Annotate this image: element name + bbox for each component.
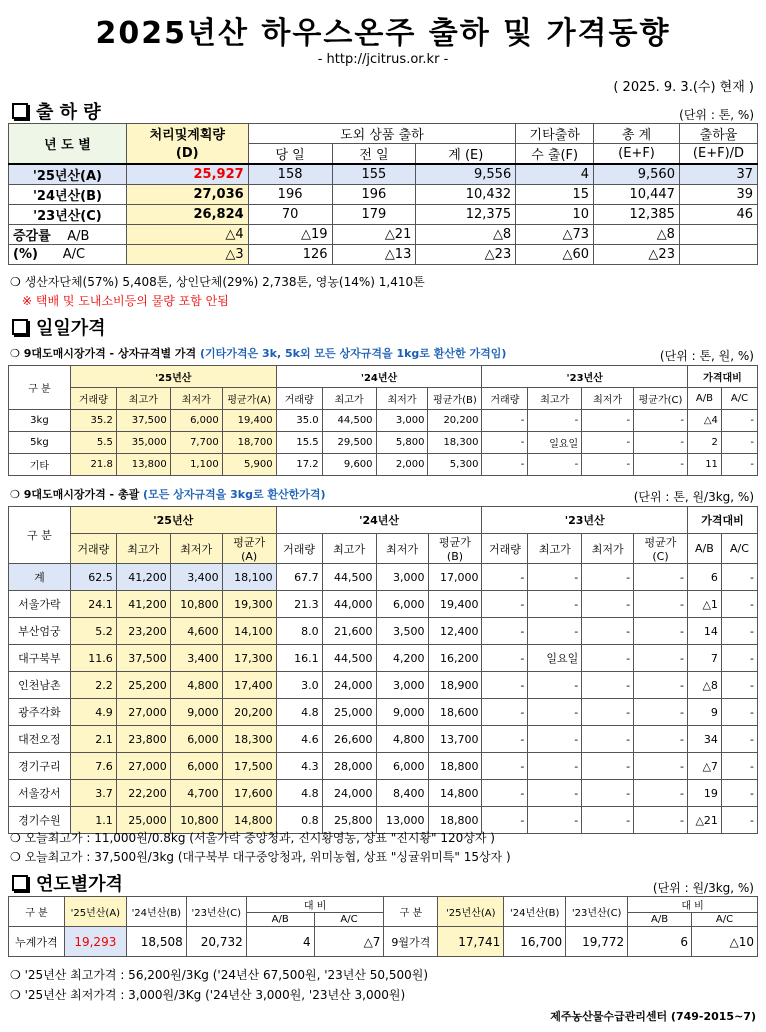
table-row: [9, 645, 758, 672]
cell-min25: 7,700: [170, 432, 222, 454]
cell-avg25: 14,100: [222, 618, 276, 645]
cell-ab: 19: [687, 780, 721, 807]
section-shipment-title: [12, 98, 101, 124]
cell-min23: -: [582, 672, 634, 699]
cell-avg23: -: [634, 618, 688, 645]
cell-ab: 2: [687, 432, 721, 454]
cell-v24: 8.0: [276, 618, 322, 645]
cell-avg23: -: [634, 432, 688, 454]
cell-v23: -: [482, 410, 528, 432]
cell-ac: -: [721, 780, 757, 807]
box-size-price-table: 구 분 '25년산 '24년산 '23년산 가격대비 거래량 최고가 최저가 평균가(A) 거래량 최고가 최저가 평균가(B) 거래량 최고가 최저가 평균가(C) A/B A/C 3kg 35.2 37,500 6,000 19,400 35.0 44,500 3,000 20,200 - - - - △4 - 5kg 5.5 35,000 7,700 18,700 15.5 29,500 5,800 18,300 - 일요일 - - 2 - 기타 21.8 13,800 1,100 5,900 17.2 9,600 2,000 5,300 - - - - 11 -: [8, 365, 758, 476]
cell-min24: 2,000: [376, 454, 428, 476]
cell-v24: 4.6: [276, 726, 322, 753]
cell-v23: -: [482, 591, 528, 618]
cell-avg24: 12,400: [428, 618, 482, 645]
cell-avg25: 20,200: [222, 699, 276, 726]
cell-avg24: 18,300: [428, 432, 482, 454]
header-prev: 전 일: [332, 144, 416, 165]
cell-min24: 3,500: [376, 618, 428, 645]
cell-ab: 11: [687, 454, 721, 476]
cell-ab: 7: [687, 645, 721, 672]
cell-avg25: 17,400: [222, 672, 276, 699]
cell-min23: -: [582, 726, 634, 753]
cell-avg25: 18,100: [222, 564, 276, 591]
cell-ac: -: [721, 591, 757, 618]
header-total: 총 계: [594, 124, 680, 144]
cell-avg24: 13,700: [428, 726, 482, 753]
cell-min24: 8,400: [376, 780, 428, 807]
cell-max24: 28,000: [322, 753, 376, 780]
cell-max24: 26,600: [322, 726, 376, 753]
row-label: 경기구리: [9, 753, 71, 780]
row-label: 부산엄궁: [9, 618, 71, 645]
cell-v24: 4.8: [276, 699, 322, 726]
cell-ac: -: [721, 618, 757, 645]
cell-min23: -: [582, 753, 634, 780]
cell-avg25: 19,300: [222, 591, 276, 618]
table-row: '24년산(B) 27,036 196 196 10,432 15 10,447 39: [9, 185, 758, 205]
cell-ab: △21: [687, 807, 721, 834]
cell-avg23: -: [634, 726, 688, 753]
cell-max24: 21,600: [322, 618, 376, 645]
cell-min25: 10,800: [170, 807, 222, 834]
header-outside: 도외 상품 출하: [248, 124, 516, 144]
cell-avg24: 14,800: [428, 780, 482, 807]
yearly-price-table: 구 분 '25년산(A) '24년산(B) '23년산(C) 대 비 구 분 '25년산(A) '24년산(B) '23년산(C) 대 비 A/B A/C A/B A/C 누계가격 19,293 18,508 20,732 4 △7 9월가격 17,741 16,700 19,772 6 △10: [8, 896, 758, 957]
cell-min25: 3,400: [170, 645, 222, 672]
cell-max24: 44,000: [322, 591, 376, 618]
cell-v23: -: [482, 454, 528, 476]
cell-max24: 29,500: [322, 432, 376, 454]
cell-min24: 6,000: [376, 753, 428, 780]
cell-max23: -: [528, 618, 582, 645]
cell-avg23: -: [634, 454, 688, 476]
website-url[interactable]: - http://jcitrus.or.kr -: [317, 52, 449, 67]
cell-v23: -: [482, 564, 528, 591]
cell-v24: 21.3: [276, 591, 322, 618]
cell-v23: -: [482, 753, 528, 780]
cell-v24: 16.1: [276, 645, 322, 672]
cell-min23: -: [582, 432, 634, 454]
cell-avg23: -: [634, 753, 688, 780]
cell-max25: 25,000: [116, 807, 170, 834]
cell-min25: 4,800: [170, 672, 222, 699]
shipment-note: ❍ 생산자단체(57%) 5,408톤, 상인단체(29%) 2,738톤, 영농(14%) 1,410톤: [10, 275, 425, 289]
cell-avg23: -: [634, 807, 688, 834]
cell-min25: 6,000: [170, 726, 222, 753]
cell-min25: 3,400: [170, 564, 222, 591]
cell-min23: -: [582, 454, 634, 476]
cell-min24: 6,000: [376, 591, 428, 618]
header-rate: 출하율: [679, 124, 757, 144]
cell-max24: 44,500: [322, 564, 376, 591]
cell-max25: 23,200: [116, 618, 170, 645]
cell-avg24: 17,000: [428, 564, 482, 591]
cell-max24: 44,500: [322, 410, 376, 432]
cell-min23: -: [582, 591, 634, 618]
section-daily-title: [12, 314, 106, 340]
cell-ab: 9: [687, 699, 721, 726]
row-label: 대구북부: [9, 645, 71, 672]
row-label: 3kg: [9, 410, 71, 432]
cell-max24: 25,800: [322, 807, 376, 834]
cell-ac: -: [721, 672, 757, 699]
cell-max24: 44,500: [322, 645, 376, 672]
cell-max23: -: [528, 807, 582, 834]
header-plan: 처리및계획량: [126, 124, 248, 144]
cell-v25: 5.2: [70, 618, 116, 645]
cell-avg25: 18,300: [222, 726, 276, 753]
cell-v25: 4.9: [70, 699, 116, 726]
header-sum: 계 (E): [416, 144, 516, 165]
yearly-unit: (단위 : 원/3kg, %): [652, 881, 754, 895]
section-label: 연도별가격: [36, 874, 123, 895]
table-row: [9, 618, 758, 645]
cell-v23: -: [482, 807, 528, 834]
cell-avg24: 19,400: [428, 591, 482, 618]
cell-ac: -: [721, 645, 757, 672]
cell-avg25: 5,900: [222, 454, 276, 476]
cell-min23: -: [582, 699, 634, 726]
cell-min24: 3,000: [376, 410, 428, 432]
cell-max23: -: [528, 753, 582, 780]
cell-ac: -: [721, 753, 757, 780]
cell-v23: -: [482, 780, 528, 807]
cell-v24: 0.8: [276, 807, 322, 834]
cell-max23: -: [528, 672, 582, 699]
cell-min25: 6,000: [170, 753, 222, 780]
table-row: [9, 726, 758, 753]
cell-min25: 4,600: [170, 618, 222, 645]
cell-max25: 13,800: [116, 454, 170, 476]
cell-ab: 34: [687, 726, 721, 753]
cell-ab: △7: [687, 753, 721, 780]
cell-min25: 1,100: [170, 454, 222, 476]
daily-subtitle-2: ❍ 9대도매시장가격 - 총괄 (모든 상자규격을 3kg로 환산한가격): [10, 488, 326, 501]
cell-avg24: 20,200: [428, 410, 482, 432]
cell-max25: 35,000: [116, 432, 170, 454]
cell-avg24: 5,300: [428, 454, 482, 476]
daily-note-1: ❍ 오늘최고가 : 11,000원/0.8kg (서울가락 중앙청과, 진시황영농, 상표 "진시황" 120상자 ): [10, 831, 495, 845]
cell-max25: 27,000: [116, 753, 170, 780]
header-rate-sub: (E+F)/D: [679, 144, 757, 165]
cell-avg23: -: [634, 672, 688, 699]
cell-avg24: 18,900: [428, 672, 482, 699]
header-other: 기타출하: [516, 124, 594, 144]
table-row: 증감률 A/B △4 △19 △21 △8 △73 △8: [9, 225, 758, 245]
cell-min24: 3,000: [376, 672, 428, 699]
row-label: 서울강서: [9, 780, 71, 807]
daily-note-2: ❍ 오늘최고가 : 37,500원/3kg (대구북부 대구중앙청과, 위미농협, 상표 "싱귤위미특" 15상자 ): [10, 850, 511, 864]
shipment-disclaimer: ※ 택배 및 도내소비등의 물량 포함 안됨: [22, 294, 229, 308]
footer-contact: 제주농산물수급관리센터 (749-2015~7): [550, 1010, 756, 1023]
cell-v23: -: [482, 432, 528, 454]
cell-avg25: 19,400: [222, 410, 276, 432]
checkbox-square-icon: [12, 319, 28, 335]
cell-ab: △4: [687, 410, 721, 432]
cell-avg24: 16,200: [428, 645, 482, 672]
cell-avg25: 17,500: [222, 753, 276, 780]
report-date: ( 2025. 9. 3.(수) 현재 ): [613, 80, 754, 95]
cell-v23: -: [482, 672, 528, 699]
cell-v25: 21.8: [70, 454, 116, 476]
table-row: [9, 780, 758, 807]
cell-min25: 9,000: [170, 699, 222, 726]
cell-v25: 2.2: [70, 672, 116, 699]
page-title: 2025년산 하우스온주 출하 및 가격동향: [95, 16, 671, 51]
table-row: [9, 699, 758, 726]
cell-max25: 37,500: [116, 410, 170, 432]
cell-min23: -: [582, 807, 634, 834]
cell-v25: 5.5: [70, 432, 116, 454]
cell-max24: 24,000: [322, 780, 376, 807]
row-label: 대전오정: [9, 726, 71, 753]
section-label: 일일가격: [36, 318, 106, 339]
cell-max23: -: [528, 564, 582, 591]
header-total-sub: (E+F): [594, 144, 680, 165]
row-label: 5kg: [9, 432, 71, 454]
cell-max24: 9,600: [322, 454, 376, 476]
cell-max25: 41,200: [116, 564, 170, 591]
section-yearly-title: [12, 870, 123, 896]
yearly-note-2: ❍ '25년산 최저가격 : 3,000원/3Kg ('24년산 3,000원, '23년산 3,000원): [10, 988, 406, 1002]
checkbox-square-icon: [12, 875, 28, 891]
cell-avg25: 18,700: [222, 432, 276, 454]
cell-ac: -: [721, 807, 757, 834]
cell-min25: 6,000: [170, 410, 222, 432]
cell-min23: -: [582, 780, 634, 807]
cell-v24: 35.0: [276, 410, 322, 432]
cell-v24: 15.5: [276, 432, 322, 454]
header-gubun: 구 분: [9, 366, 71, 410]
cell-max23: -: [528, 591, 582, 618]
cell-avg25: 17,600: [222, 780, 276, 807]
cell-v25: 11.6: [70, 645, 116, 672]
row-label: 계: [9, 564, 71, 591]
cell-ac: -: [721, 726, 757, 753]
cell-min23: -: [582, 645, 634, 672]
cell-max25: 23,800: [116, 726, 170, 753]
header-export: 수 출(F): [516, 144, 594, 165]
cell-v24: 67.7: [276, 564, 322, 591]
cell-max25: 27,000: [116, 699, 170, 726]
cell-avg24: 18,600: [428, 699, 482, 726]
cell-ab: 14: [687, 618, 721, 645]
cell-v24: 4.8: [276, 780, 322, 807]
cell-max25: 37,500: [116, 645, 170, 672]
cell-avg23: -: [634, 780, 688, 807]
table-row: [9, 454, 758, 476]
checkbox-square-icon: [12, 103, 28, 119]
cell-ac: -: [721, 699, 757, 726]
cell-min25: 4,700: [170, 780, 222, 807]
cell-max23: 일요일: [528, 432, 582, 454]
cell-max23: -: [528, 699, 582, 726]
cell-ab: △8: [687, 672, 721, 699]
cell-max23: -: [528, 454, 582, 476]
row-label: 광주각화: [9, 699, 71, 726]
cell-v24: 4.3: [276, 753, 322, 780]
cell-max24: 24,000: [322, 672, 376, 699]
market-summary-table: 구 분 '25년산 '24년산 '23년산 가격대비 거래량 최고가 최저가 평균가(A) 거래량 최고가 최저가 평균가(B) 거래량 최고가 최저가 평균가(C) A/B A/C 계 62.5 41,200 3,400 18,100 67.7 44,500 3,000 17,000 - - - - 6 - 서울가락 24.1 41,200 10,800 19,300 21.3 44,000 6,000 19,400 - - - - △1 - 부산엄궁 5.2 23,200 4,600 14,100 8.0 21,600 3,500 12,400 - - - - 14 - 대구북부 11.6 37,500 3,400 17,300 16.1 44,500 4,200 16,200 - 일요일 - - 7 - 인천남촌 2.2 25,200 4,800 17,400 3.0 24,000 3,000 18,900 - - - - △8 - 광주각화 4.9 27,000 9,000 20,200 4.8 25,000 9,000 18,600 - - - - 9 - 대전오정 2.1 23,800 6,000 18,300 4.6 26,600 4,800 13,700 - - - - 34 - 경기구리 7.6 27,000 6,000 17,500 4.3 28,000 6,000 18,800 - - - - △7 - 서울강서 3.7 22,200 4,700 17,600 4.8 24,000 8,400 14,800 - - - - 19 - 경기수원 1.1 25,000 10,800 14,800 0.8 25,800 13,000 18,800 - - - - △21 -: [8, 506, 758, 834]
cell-max24: 25,000: [322, 699, 376, 726]
cell-v23: -: [482, 645, 528, 672]
cell-avg23: -: [634, 564, 688, 591]
cell-v23: -: [482, 726, 528, 753]
row-label: 인천남촌: [9, 672, 71, 699]
cell-min23: -: [582, 564, 634, 591]
shipment-table: [8, 123, 758, 265]
cell-avg24: 18,800: [428, 753, 482, 780]
cell-min23: -: [582, 618, 634, 645]
cell-max23: -: [528, 780, 582, 807]
table-row: [9, 753, 758, 780]
cell-avg23: -: [634, 645, 688, 672]
cell-ac: -: [721, 454, 757, 476]
row-label: 기타: [9, 454, 71, 476]
cell-min24: 4,800: [376, 726, 428, 753]
table-row: '23년산(C) 26,824 70 179 12,375 10 12,385 46: [9, 205, 758, 225]
cell-min25: 10,800: [170, 591, 222, 618]
shipment-unit: (단위 : 톤, %): [679, 108, 754, 122]
cell-ab: 6: [687, 564, 721, 591]
cell-ac: -: [721, 564, 757, 591]
cell-v25: 7.6: [70, 753, 116, 780]
row-label: 서울가락: [9, 591, 71, 618]
cell-v25: 24.1: [70, 591, 116, 618]
cell-v25: 35.2: [70, 410, 116, 432]
cell-v23: -: [482, 699, 528, 726]
header-year: 년 도 별: [9, 124, 127, 165]
table-row: 누계가격 19,293 18,508 20,732 4 △7 9월가격 17,741 16,700 19,772 6 △10: [9, 927, 758, 957]
yearly-note-1: ❍ '25년산 최고가격 : 56,200원/3Kg ('24년산 67,500원, '23년산 50,500원): [10, 968, 429, 982]
header-plan-sub: (D): [126, 144, 248, 165]
cell-min24: 4,200: [376, 645, 428, 672]
cell-v24: 17.2: [276, 454, 322, 476]
cell-max23: 일요일: [528, 645, 582, 672]
cell-avg24: 18,800: [428, 807, 482, 834]
cell-avg23: -: [634, 699, 688, 726]
daily-unit-1: (단위 : 톤, 원, %): [659, 349, 754, 363]
row-label: 경기수원: [9, 807, 71, 834]
table-row: (%) A/C △3 126 △13 △23 △60 △23: [9, 245, 758, 265]
table-row: [9, 432, 758, 454]
cell-max23: -: [528, 410, 582, 432]
cell-ab: △1: [687, 591, 721, 618]
cell-ac: -: [721, 432, 757, 454]
cell-v24: 3.0: [276, 672, 322, 699]
cell-max23: -: [528, 726, 582, 753]
cell-avg23: -: [634, 410, 688, 432]
cell-v23: -: [482, 618, 528, 645]
cell-min24: 9,000: [376, 699, 428, 726]
header-gubun: 구 분: [9, 507, 71, 564]
cell-max25: 25,200: [116, 672, 170, 699]
table-row: [9, 672, 758, 699]
cell-v25: 3.7: [70, 780, 116, 807]
daily-unit-2: (단위 : 톤, 원/3kg, %): [633, 490, 754, 504]
table-row: [9, 564, 758, 591]
table-row: [9, 591, 758, 618]
cell-v25: 1.1: [70, 807, 116, 834]
daily-subtitle-1: ❍ 9대도매시장가격 - 상자규격별 가격 (기타가격은 3k, 5k외 모든 상자규격을 1kg로 환산한 가격임): [10, 347, 507, 360]
table-row: '25년산(A) 25,927 158 155 9,556 4 9,560 37: [9, 164, 758, 185]
cell-min24: 5,800: [376, 432, 428, 454]
cell-min23: -: [582, 410, 634, 432]
table-row: [9, 410, 758, 432]
cell-v25: 62.5: [70, 564, 116, 591]
cell-max25: 22,200: [116, 780, 170, 807]
cell-avg23: -: [634, 591, 688, 618]
section-label: 출 하 량: [36, 102, 101, 123]
cell-ac: -: [721, 410, 757, 432]
header-today: 당 일: [248, 144, 332, 165]
cell-avg25: 17,300: [222, 645, 276, 672]
cell-max25: 41,200: [116, 591, 170, 618]
cell-v25: 2.1: [70, 726, 116, 753]
cell-avg25: 14,800: [222, 807, 276, 834]
cell-min24: 13,000: [376, 807, 428, 834]
cell-min24: 3,000: [376, 564, 428, 591]
